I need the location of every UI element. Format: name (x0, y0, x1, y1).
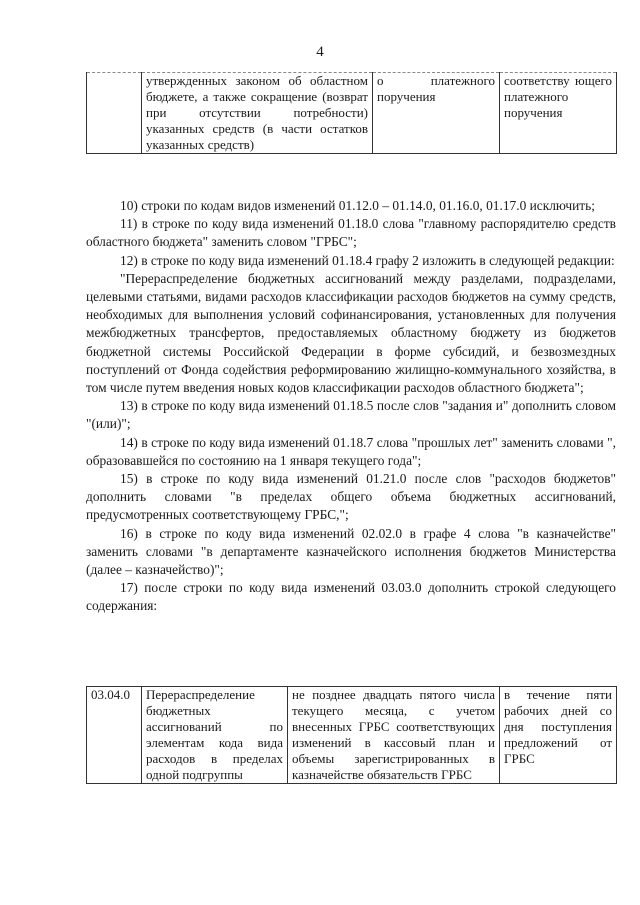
document-body (86, 197, 616, 616)
page-number: 4 (316, 44, 324, 60)
table-cell-description (142, 687, 288, 784)
term-text: о платежного поручения (377, 73, 495, 104)
term-text: не позднее двадцать пятого числа текущего месяца, с учетом внесенных ГРБС соответствующих изменений в кассовый план и объемы зарегистрированных в казначействе обязательств ГРБС (292, 687, 495, 782)
description-text: утвержденных законом об областном бюджете, а также сокращение (возврат при отсутствии потребности) указанных средств (в части остатков указанных средств) (146, 73, 368, 152)
table-row (87, 687, 617, 784)
table-cell-basis (500, 687, 617, 784)
table-row (87, 73, 617, 154)
basis-text: соответству ющего платежного поручения (504, 73, 612, 120)
table-cell-basis (500, 73, 617, 154)
table-cell-description (142, 73, 373, 154)
paragraph: "Перераспределение бюджетных ассигнований между разделами, подразделами, целевыми статьями, видами расходов классификации расходов бюджетов на сумму средств, необходимых для выполнения условий софинансирования, установленных для получения межбюджетных трансфертов, предоставляемых областному бюджету из бюджетов бюджетной системы Российской Федерации в форме субсидий, и безвозмездных поступлений от Фонда содействия реформированию жилищно-коммунального хозяйства, в том числе путем введения новых кодов классификации расходов областного бюджета"; (86, 270, 616, 396)
table-new-row (86, 686, 617, 784)
paragraph: 16) в строке по коду вида изменений 02.02.0 в графе 4 слова "в казначействе" заменить словами "в департаменте казначейского исполнения бюджетов Министерства (далее – казначейство)"; (86, 525, 616, 578)
table-continuation (86, 72, 617, 154)
paragraph: 14) в строке по коду вида изменений 01.18.7 слова "прошлых лет" заменить словами ", образовавшейся по состоянию на 1 января текущего года"; (86, 434, 616, 468)
table-cell-code: 03.04.0 (87, 687, 142, 784)
paragraph: 13) в строке по коду вида изменений 01.18.5 после слов "задания и" дополнить словом "(или)"; (86, 398, 616, 432)
paragraph: 12) в строке по коду вида изменений 01.18.4 графу 2 изложить в следующей редакции: (120, 252, 615, 268)
table-cell-term (373, 73, 500, 154)
paragraph: 15) в строке по коду вида изменений 01.21.0 после слов "расходов бюджетов" дополнить словами "в пределах общего объема бюджетных ассигнований, предусмотренных соответствующему ГРБС,"; (86, 471, 616, 523)
basis-text: в течение пяти рабочих дней со дня поступления предложений от ГРБС (504, 687, 612, 766)
table-cell-term (288, 687, 500, 784)
paragraph: 11) в строке по коду вида изменений 01.18.0 слова "главному распорядителю средств областного бюджета" заменить словом "ГРБС"; (86, 216, 616, 250)
table-cell-code (87, 73, 142, 154)
paragraph: 10) строки по кодам видов изменений 01.12.0 – 01.14.0, 01.16.0, 01.17.0 исключить; (120, 198, 595, 213)
paragraph: 17) после строки по коду вида изменений 03.03.0 дополнить строкой следующего содержания: (86, 580, 616, 614)
description-text: Перераспределение бюджетных ассигнований по элементам кода вида расходов в пределах одной подгруппы (146, 687, 283, 782)
